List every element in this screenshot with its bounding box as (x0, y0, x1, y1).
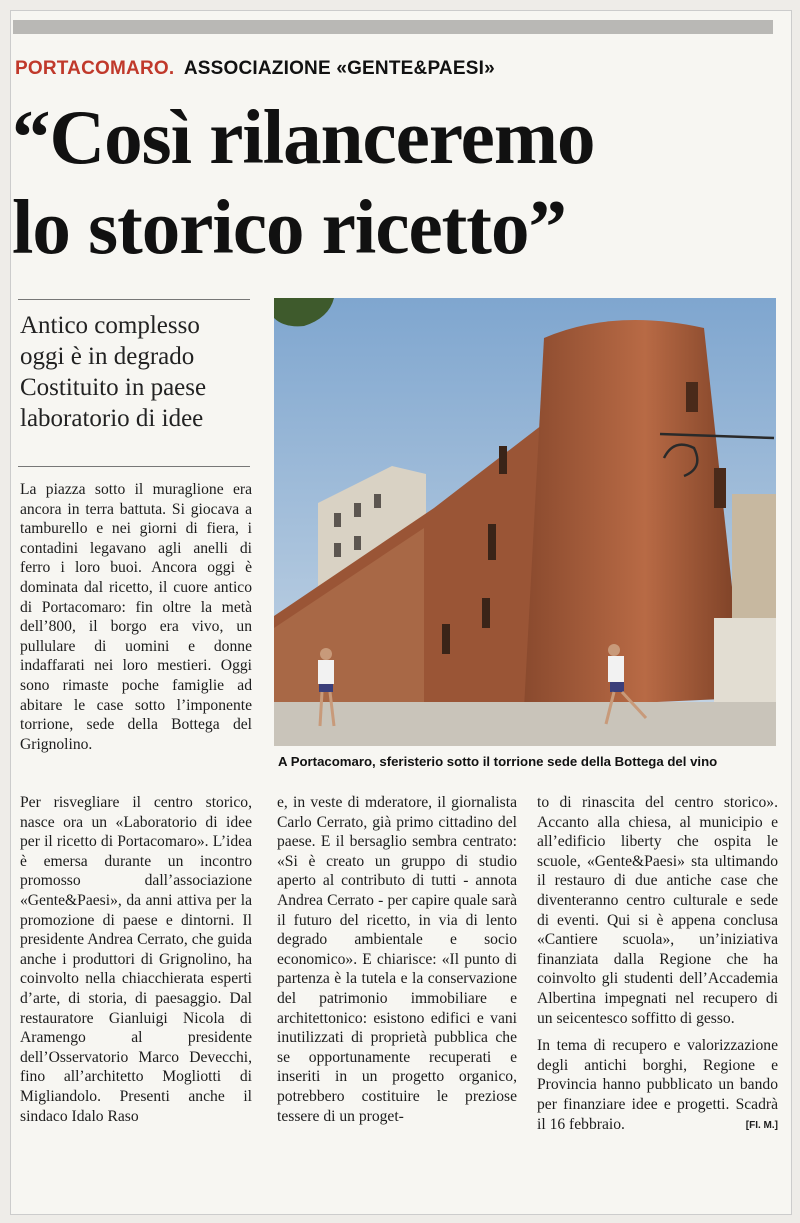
article-column-1 (20, 480, 252, 754)
kicker-section: ASSOCIAZIONE «GENTE&PAESI» (183, 58, 495, 79)
subhead-line: Costituito in paese (20, 374, 207, 401)
article-paragraph: to di rinascita del centro storico». Accanto alla chiesa, al municipio e all’edificio liberty che ospita le scuole, «Gente&Paesi» sta ultimando il restauro di due antiche case che diventeranno centro culturale e sede di eventi. Qui si è appena conclusa «Cantiere scuola», un’iniziativa finanziata dalla Regione che ha coinvolto gli studenti dell’Accademia Albertina impegnati nel recupero di un seicentesco soffitto di gesso. (537, 794, 778, 1027)
photo-caption: A Portacomaro, sferisterio sotto il torrione sede della Bottega del vino (278, 754, 718, 769)
subhead (20, 310, 260, 434)
article-paragraph: e, in veste di mderatore, il giornalista Carlo Cerrato, già primo cittadino del paese. E il bersaglio sembra centrato: «Si è creato un gruppo di studio aperto al contributo di tutti - annota Andrea Cerrato - per capire quale sarà il futuro del ricetto, in via di lento degrado ambientale e socio economico». E chiarisce: «Il punto di partenza è la tutela e la conservazione del patrimonio immobiliare e architettonico: esistono edifici e vani inutilizzati di proprietà pubblica che se opportunamente recuperati e inseriti in un progetto organico, potrebbero costituire le preziose tessere di un proget- (277, 794, 517, 1125)
top-rule (13, 20, 773, 34)
article-paragraph: Per risvegliare il centro storico, nasce ora un «Laboratorio di idee per il ricetto di Portacomaro». L’idea è emersa durante un incontro promosso dall’associazione «Gente&Paesi», da anni attiva per la promozione di paese e dintorni. Il presidente Andrea Cerrato, che guida anche i produttori di Grignolino, ha coinvolto nella chiacchierata esperti d’arte, di storia, di paesaggio. Dal restauratore Gianluigi Nicola di Aramengo al presidente dell’Osservatorio Marco Devecchi, fino all’architetto Mogliotti di Migliandolo. Presenti anche il sindaco Idalo Raso (20, 794, 252, 1125)
photo-illustration (274, 298, 776, 746)
article-paragraph: La piazza sotto il muraglione era ancora in terra battuta. Si giocava a tamburello e nei giorni di fiera, i contadini legavano agli anelli di ferro i loro buoi. Ancora oggi è dominata dal ricetto, il cuore antico di Portacomaro: fin oltre la metà dell’800, il borgo era vivo, un pullulare di uomini e donne indaffarati nei loro mestieri. Oggi sono rimaste poche famiglie ad abitare le case sotto l’imponente torrione, sede della Bottega del Grignolino. (20, 481, 252, 753)
article-column-3 (277, 793, 517, 1126)
article-photo (274, 298, 776, 746)
headline (12, 92, 782, 272)
subhead-line: Antico complesso (20, 312, 200, 339)
subhead-top-rule (18, 299, 250, 300)
kicker-location: PORTACOMARO. (15, 58, 175, 79)
subhead-line: laboratorio di idee (20, 405, 204, 432)
headline-line-2: lo storico ricetto” (12, 184, 566, 270)
subhead-line: oggi è in degrado (20, 343, 195, 370)
subhead-bottom-rule (18, 466, 250, 467)
kicker (15, 58, 495, 80)
headline-line-1: “Così rilanceremo (12, 94, 595, 180)
article-paragraph: In tema di recupero e valorizzazione degli antichi borghi, Regione e Provincia hanno pubblicato un bando per finanziare idee e progetti. Scadrà il 16 febbraio. (537, 1037, 778, 1133)
article-column-4 (537, 793, 778, 1136)
article-column-2 (20, 793, 252, 1126)
author-signature: [FI. M.] (745, 1120, 778, 1132)
